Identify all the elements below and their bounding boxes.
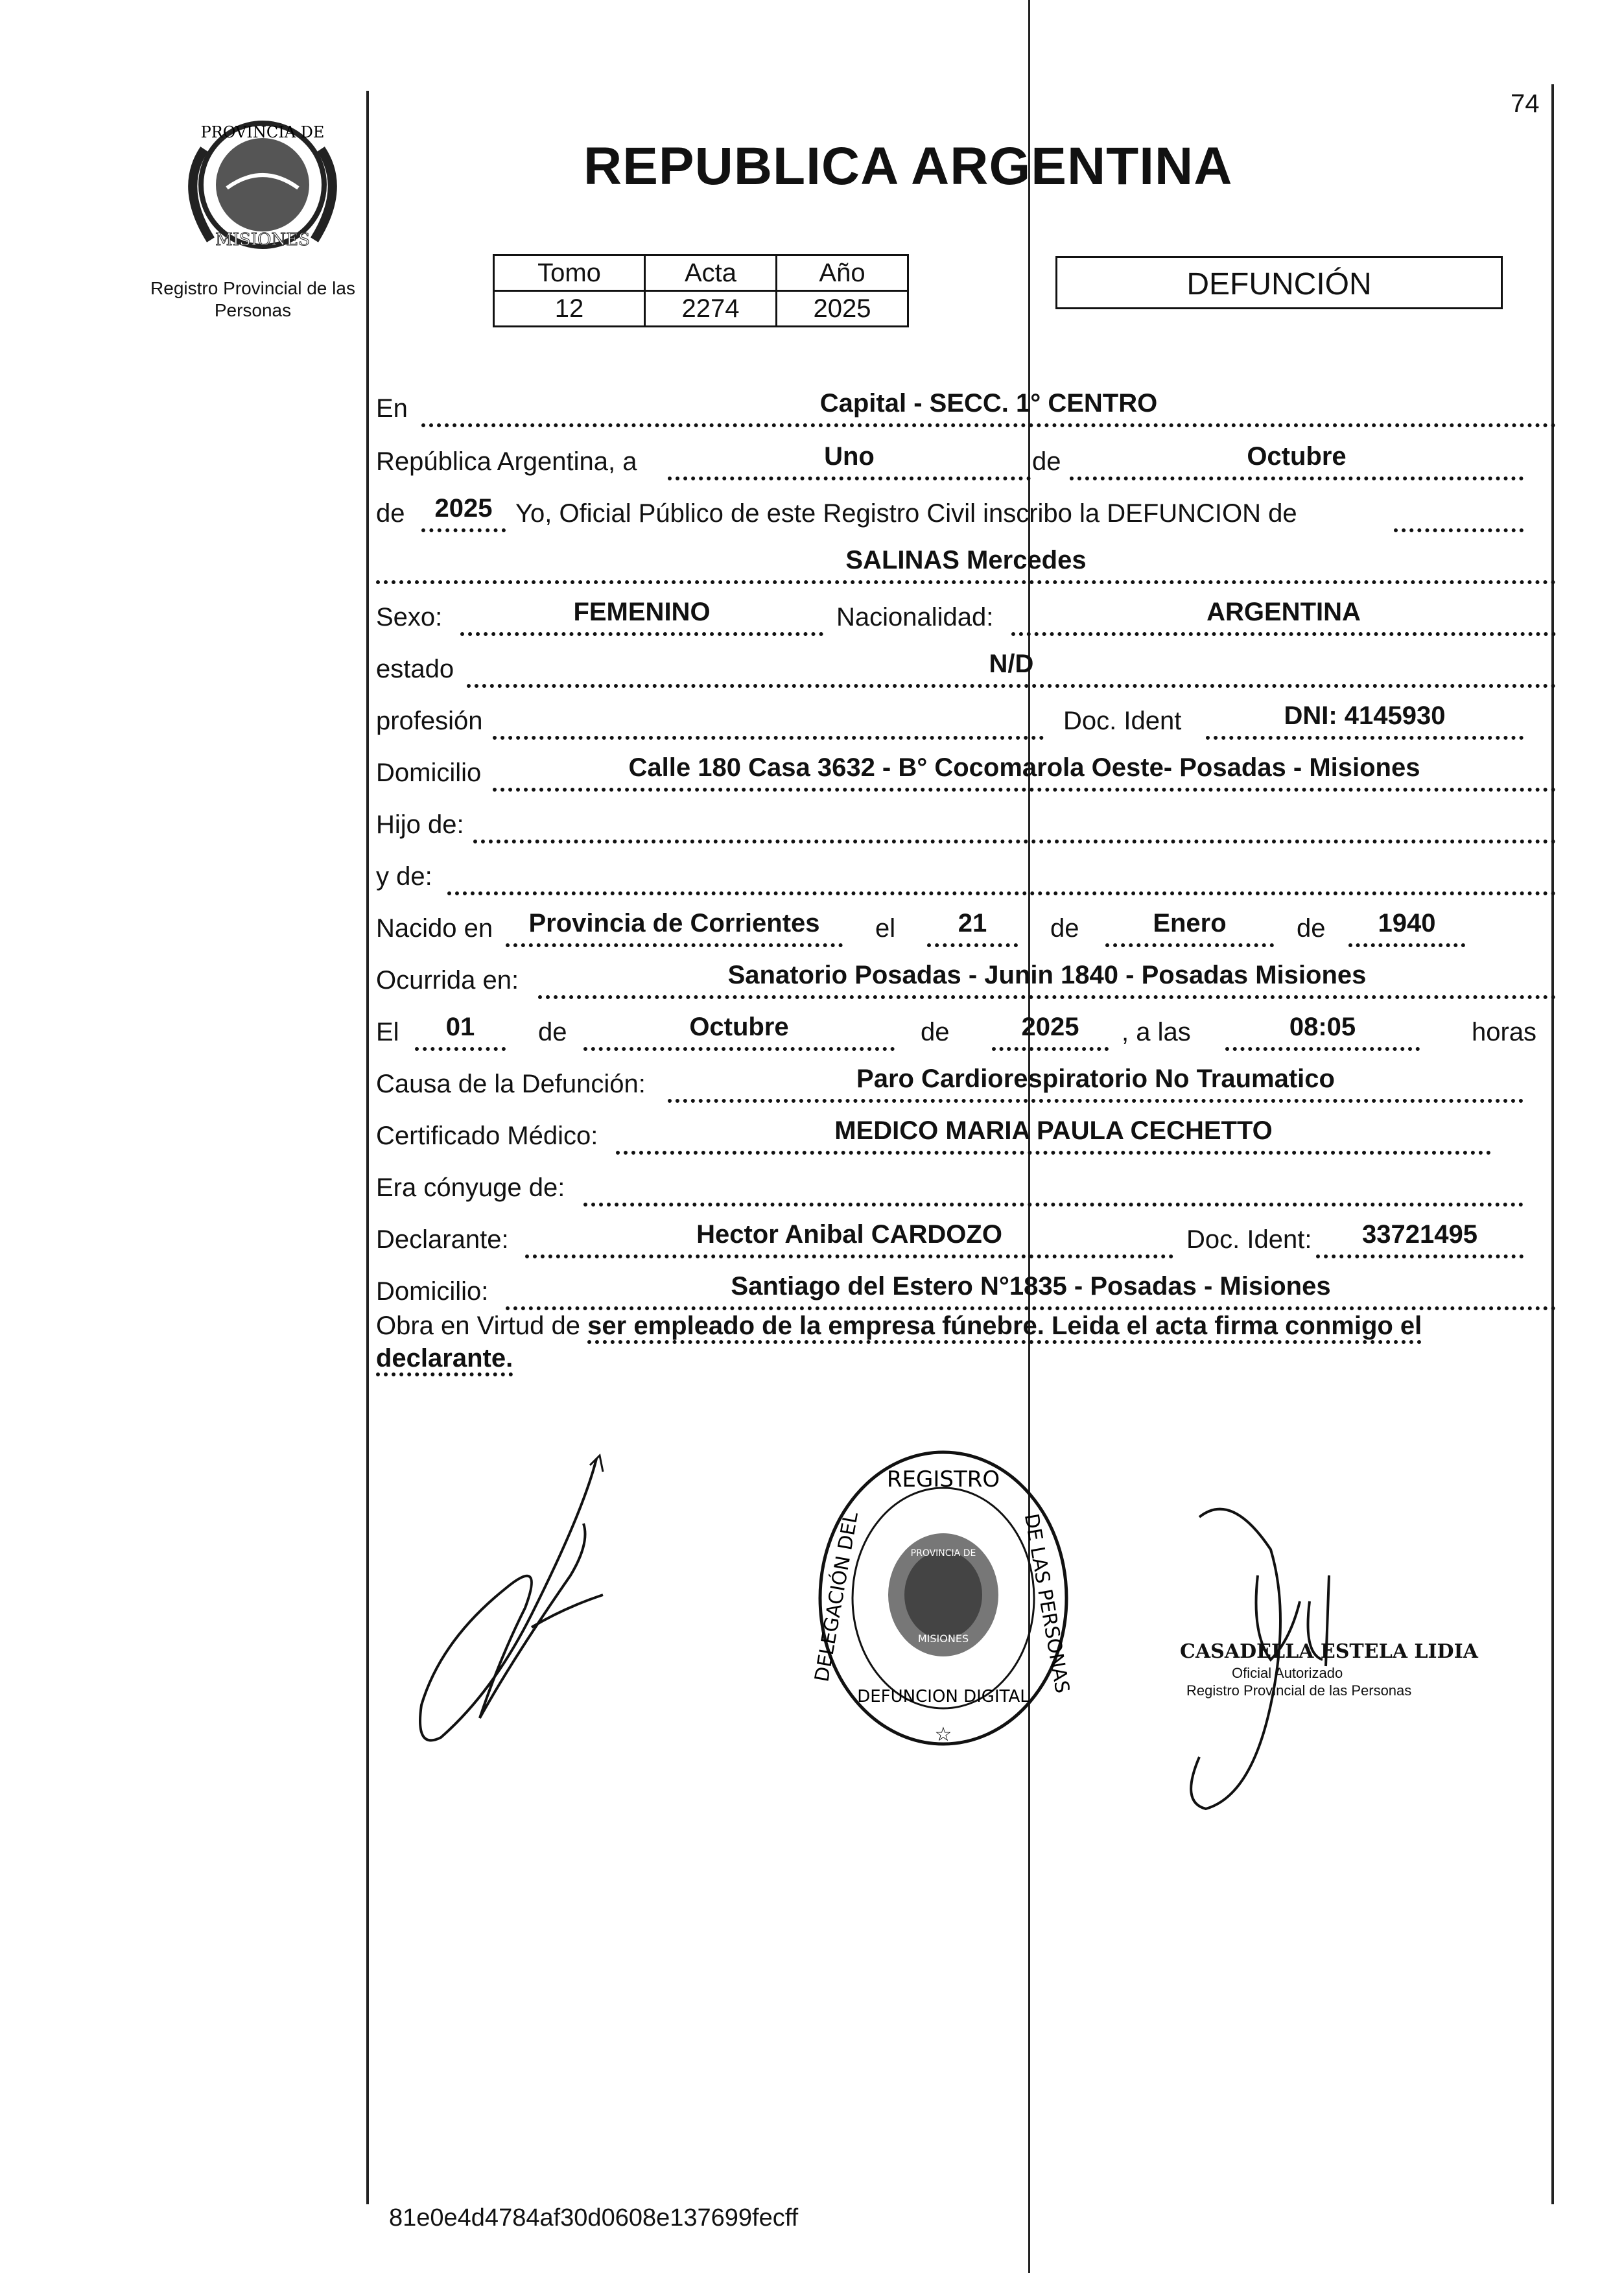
- field-doc: [1206, 697, 1524, 740]
- field-anio-def: [992, 1008, 1109, 1051]
- label-ocurrida: Ocurrida en:: [376, 966, 519, 995]
- field-nombre: [376, 541, 1556, 584]
- field-hora: [1225, 1008, 1420, 1051]
- row-causa: [376, 1061, 1556, 1103]
- svg-text:DELEGACIÓN DEL: DELEGACIÓN DEL: [810, 1510, 863, 1684]
- label-de-def2: de: [921, 1018, 950, 1046]
- label-sexo: Sexo:: [376, 603, 443, 631]
- row-domicilio: [376, 750, 1556, 792]
- label-declarante: Declarante:: [376, 1225, 509, 1254]
- page-number: 74: [1511, 89, 1540, 118]
- label-domicilio: Domicilio: [376, 759, 482, 787]
- row-nombre: [376, 543, 1556, 584]
- label-de-anio: de: [376, 499, 405, 528]
- svg-text:☆: ☆: [934, 1723, 952, 1746]
- field-dia-nac: [927, 904, 1018, 947]
- svg-text:MISIONES: MISIONES: [917, 1632, 969, 1645]
- label-yde: y de:: [376, 862, 432, 891]
- field-lugar: [506, 904, 843, 947]
- field-declarante: [525, 1216, 1173, 1258]
- province-seal-icon: [165, 110, 360, 259]
- field-nacionalidad: [1011, 593, 1556, 636]
- field-mes-nac: [1105, 904, 1274, 947]
- label-el: el: [875, 914, 896, 943]
- row-conyuge: [376, 1165, 1556, 1207]
- officer-org: Registro Provincial de las Personas: [1186, 1682, 1412, 1699]
- value-hora: 08:05: [1289, 1013, 1356, 1041]
- field-doc-declarante: [1316, 1216, 1524, 1258]
- officer-title: Oficial Autorizado: [1232, 1665, 1343, 1681]
- value-certificado: MEDICO MARIA PAULA CECHETTO: [834, 1116, 1273, 1145]
- label-nacionalidad: Nacionalidad:: [836, 603, 994, 631]
- label-de: de: [1032, 447, 1061, 476]
- label-causa: Causa de la Defunción:: [376, 1070, 646, 1098]
- row-certificado: [376, 1113, 1556, 1155]
- officer-name: CASADELLA ESTELA LIDIA: [1180, 1640, 1478, 1663]
- signature-left-icon: [402, 1446, 616, 1757]
- obra-en-virtud: [376, 1310, 1556, 1374]
- field-hijo: [473, 801, 1556, 843]
- record-value: 12: [494, 291, 645, 327]
- value-domicilio: Calle 180 Casa 3632 - B° Cocomarola Oeste- Posadas - Misiones: [628, 753, 1420, 782]
- value-ocurrida: Sanatorio Posadas - Junin 1840 - Posadas Misiones: [727, 961, 1367, 989]
- record-value: 2025: [777, 291, 908, 327]
- value-nombre: SALINAS Mercedes: [845, 546, 1087, 574]
- row-ocurrida: [376, 958, 1556, 999]
- row-yde: [376, 854, 1556, 895]
- row-anio: [376, 491, 1556, 532]
- label-nacido: Nacido en: [376, 914, 493, 943]
- svg-text:PROVINCIA DE: PROVINCIA DE: [200, 123, 325, 141]
- value-anio-nac: 1940: [1378, 909, 1436, 937]
- label-de-nac: de: [1050, 914, 1079, 943]
- row-domicilio-declarante: [376, 1269, 1556, 1310]
- record-header: Año: [777, 255, 908, 291]
- record-header: Tomo: [494, 255, 645, 291]
- org-name: Registro Provincial de las Personas: [150, 278, 355, 320]
- label-hijo: Hijo de:: [376, 810, 464, 839]
- value-lugar: Provincia de Corrientes: [528, 909, 820, 937]
- row-nacido: [376, 906, 1556, 947]
- row-el: [376, 1009, 1556, 1051]
- label-certificado: Certificado Médico:: [376, 1122, 598, 1150]
- field-profesion: [493, 697, 1044, 740]
- label-doc: Doc. Ident: [1063, 707, 1182, 735]
- label-profesion: profesión: [376, 707, 483, 735]
- label-fecha: República Argentina, a: [376, 447, 637, 476]
- field-dia: [668, 438, 1031, 480]
- label-alas: , a las: [1122, 1018, 1191, 1046]
- field-domicilio-declarante: [506, 1267, 1556, 1310]
- field-causa: [668, 1060, 1524, 1103]
- record-header: Acta: [645, 255, 777, 291]
- field-mes-def: [583, 1008, 895, 1051]
- row-sexo: [376, 595, 1556, 636]
- row-declarante: [376, 1217, 1556, 1258]
- field-yde: [447, 853, 1556, 895]
- field-sexo: [460, 593, 823, 636]
- field-mes: [1070, 438, 1524, 480]
- label-de-def: de: [538, 1018, 567, 1046]
- text-inscribo: Yo, Oficial Público de este Registro Civil inscribo la DEFUNCION de: [515, 499, 1297, 528]
- value-doc: DNI: 4145930: [1284, 701, 1446, 730]
- field-inscribo-end: [1394, 489, 1524, 532]
- record-kind-box: DEFUNCIÓN: [1055, 256, 1503, 309]
- label-domicilio-declarante: Domicilio:: [376, 1277, 489, 1306]
- svg-text:PROVINCIA DE: PROVINCIA DE: [910, 1548, 976, 1559]
- label-en: En: [376, 394, 408, 423]
- label-el-fecha: El: [376, 1018, 399, 1046]
- row-en: [376, 386, 1556, 427]
- svg-text:MISIONES: MISIONES: [215, 230, 310, 250]
- value-declarante: Hector Anibal CARDOZO: [696, 1220, 1002, 1249]
- label-de-nac2: de: [1297, 914, 1326, 943]
- label-obra: Obra en Virtud de: [376, 1312, 581, 1340]
- value-nacionalidad: ARGENTINA: [1206, 598, 1361, 626]
- value-sexo: FEMENINO: [573, 598, 711, 626]
- row-profesion: [376, 698, 1556, 740]
- value-anio: 2025: [434, 494, 493, 523]
- document-hash: 81e0e4d4784af30d0608e137699fecff: [389, 2204, 799, 2232]
- value-causa: Paro Cardiorespiratorio No Traumatico: [856, 1065, 1335, 1093]
- value-dia: Uno: [824, 442, 875, 471]
- value-estado: N/D: [989, 650, 1034, 678]
- value-dia-nac: 21: [958, 909, 987, 937]
- value-mes-def: Octubre: [689, 1013, 789, 1041]
- row-fecha: [376, 439, 1556, 480]
- label-estado: estado: [376, 655, 454, 683]
- field-estado: [467, 645, 1556, 688]
- svg-text:DE LAS PERSONAS: DE LAS PERSONAS: [1019, 1512, 1074, 1695]
- record-table: [493, 254, 909, 327]
- field-anio: [421, 489, 506, 532]
- svg-text:DEFUNCION DIGITAL: DEFUNCION DIGITAL: [857, 1687, 1030, 1706]
- left-border-line: [366, 91, 369, 2204]
- value-obra: ser empleado de la empresa fúnebre. Leida el acta firma conmigo el declarante.: [376, 1312, 1422, 1376]
- field-ocurrida: [538, 956, 1556, 999]
- value-anio-def: 2025: [1021, 1013, 1079, 1041]
- document-title: REPUBLICA ARGENTINA: [583, 137, 1233, 196]
- registry-stamp-icon: [807, 1436, 1079, 1760]
- row-estado: [376, 646, 1556, 688]
- value-domicilio-declarante: Santiago del Estero N°1835 - Posadas - Misiones: [731, 1272, 1331, 1301]
- field-en: [421, 384, 1556, 427]
- field-conyuge: [583, 1164, 1524, 1207]
- row-hijo: [376, 802, 1556, 843]
- value-en: Capital - SECC. 1° CENTRO: [819, 389, 1158, 418]
- field-domicilio: [493, 749, 1556, 792]
- value-mes-nac: Enero: [1153, 909, 1227, 937]
- value-dia-def: 01: [445, 1013, 475, 1041]
- label-horas: horas: [1472, 1018, 1537, 1046]
- field-dia-def: [415, 1008, 506, 1051]
- value-doc-declarante: 33721495: [1362, 1220, 1477, 1249]
- label-doc-declarante: Doc. Ident:: [1186, 1225, 1312, 1254]
- record-value: 2274: [645, 291, 777, 327]
- svg-text:REGISTRO: REGISTRO: [886, 1466, 1000, 1492]
- field-anio-nac: [1348, 904, 1465, 947]
- value-mes: Octubre: [1247, 442, 1347, 471]
- field-certificado: [616, 1112, 1491, 1155]
- label-conyuge: Era cónyuge de:: [376, 1173, 565, 1202]
